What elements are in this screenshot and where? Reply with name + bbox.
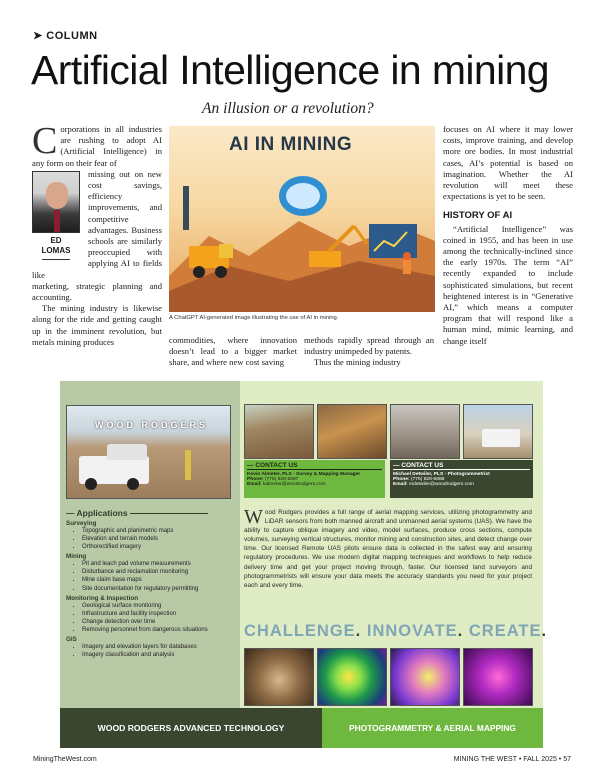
- list-item: • Removing personnel from dangerous situations: [82, 626, 236, 634]
- imagery-thumb-3: [390, 648, 460, 706]
- contact-email-1[interactable]: kalmeter@woodrodgers.com: [263, 482, 326, 487]
- ad-footer-left: WOOD RODGERS ADVANCED TECHNOLOGY: [60, 708, 322, 748]
- footer-separator-1: •: [518, 756, 522, 763]
- hero-image-title: AI IN MINING: [229, 134, 353, 155]
- ad-body-text: [244, 508, 532, 616]
- hero-caption: A ChatGPT AI-generated image illustrating the use of AI in mining.: [169, 315, 339, 321]
- list-item: • Imagery classification and analysis: [82, 651, 236, 659]
- list-item: • Geological surface monitoring: [82, 602, 236, 610]
- tagline-word-1: CHALLENGE: [244, 622, 356, 640]
- list-item: • Mine claim base maps: [82, 576, 236, 584]
- intro-text: orporations in all industries are rushing to adopt AI (Artificial Intelligence) in any form on their fear of: [32, 124, 162, 168]
- site-photo-4: [463, 404, 533, 459]
- footer-magazine: [454, 756, 571, 763]
- group-title: Monitoring & Inspection: [66, 594, 139, 602]
- tagline-word-2: INNOVATE: [366, 622, 458, 640]
- contact-name-1: Kevin Almeter, PLS - Survey & Mapping Manager: [247, 472, 361, 477]
- footer-issue: FALL 2025: [523, 756, 557, 763]
- contact-phone-2: (775) 828-5688: [410, 477, 445, 482]
- contact-name-2: Michael Detwiler, PLS - Photogrammetrist: [393, 472, 490, 477]
- tagline-dot-2: .: [457, 622, 464, 640]
- ad-footer-right: PHOTOGRAMMETRY & AERIAL MAPPING: [322, 708, 543, 748]
- article-column-2: commodities, where innovation doesn’t lead to a bigger market share, and where new cost saving: [169, 335, 297, 368]
- list-item: • Elevation and terrain models: [82, 535, 236, 543]
- footer-separator-2: •: [558, 756, 562, 763]
- mining-illustration: [169, 126, 435, 312]
- author-last-name: LOMAS: [41, 245, 71, 255]
- applications-list: [66, 508, 236, 700]
- article-column-3: [304, 335, 434, 371]
- history-heading: HISTORY OF AI: [443, 210, 513, 222]
- list-item: • Site documentation for regulatory permitting: [82, 585, 236, 593]
- article-column-4: [443, 124, 573, 369]
- group-title: GIS: [66, 636, 77, 644]
- site-photo-1: [244, 404, 314, 459]
- arrow-icon: ➤: [33, 30, 43, 42]
- footer-page-number: 57: [563, 756, 571, 763]
- group-monitoring: [66, 595, 236, 634]
- group-mining: [66, 553, 236, 592]
- list-item: • Disturbance and reclamation monitoring: [82, 568, 236, 576]
- ad-drop-cap: W: [244, 508, 263, 528]
- phone-label-2: Phone:: [393, 477, 410, 482]
- contact-heading-2: — CONTACT US: [393, 462, 530, 470]
- imagery-thumb-2: [317, 648, 387, 706]
- contact-heading-1: — CONTACT US: [247, 462, 382, 470]
- wrap-text: missing out on new cost savings, efficiency improvements, and competitive advantages. Business schools are similarly preoccupied with applying AI to fields like: [32, 168, 162, 280]
- col4-text: focuses on AI where it may lower costs, improve training, and develop more ore bodies. In most industrial cases, AI’s potential is based on imagination. Whether the AI revolution will meet these expectations is yet to be seen.: [443, 124, 573, 202]
- email-label-1: Email:: [247, 482, 262, 487]
- imagery-thumb-1: [244, 648, 314, 706]
- drop-cap: C: [32, 124, 58, 162]
- phone-label-1: Phone:: [247, 477, 264, 482]
- author-block: [32, 171, 80, 260]
- tagline-dot-1: .: [355, 622, 362, 640]
- site-photo-2: [317, 404, 387, 459]
- section-label-text: COLUMN: [46, 30, 98, 42]
- email-label-2: Email:: [393, 482, 408, 487]
- group-gis: [66, 636, 236, 659]
- applications-heading-text: Applications: [76, 508, 128, 518]
- ad-tagline: [244, 622, 547, 641]
- list-item: • Pit and leach pad volume measurements: [82, 560, 236, 568]
- list-item: • Infrastructure and facility inspection: [82, 610, 236, 618]
- contact-box-2: [390, 460, 533, 498]
- list-item: • Change detection over time: [82, 618, 236, 626]
- contact-heading-2-text: CONTACT US: [401, 462, 444, 469]
- site-photo-3: [390, 404, 460, 459]
- footer-magazine-name: MINING THE WEST: [453, 756, 517, 763]
- article-column-1: [32, 124, 162, 369]
- full-text: marketing, strategic planning and accounting.: [32, 280, 162, 303]
- paragraph-2: The mining industry is likewise along for the ride and getting caught up in the imminent revolution, but metals mining produces: [32, 303, 162, 347]
- contact-heading-1-text: CONTACT US: [255, 462, 298, 469]
- imagery-thumb-4: [463, 648, 533, 706]
- list-item: • Topographic and planimetric maps: [82, 527, 236, 535]
- group-title: Surveying: [66, 520, 97, 527]
- list-item: • Orthorectified imagery: [82, 543, 236, 551]
- col3-paragraph-2: Thus the mining industry: [314, 357, 401, 368]
- author-photo: [32, 171, 80, 233]
- group-title: Mining: [66, 553, 87, 561]
- author-first-name: ED: [50, 235, 62, 245]
- ad-body: ood Rodgers provides a full range of aerial mapping services, utilizing photogrammetry and LiDAR sensors from both manned aircraft and unmanned aerial systems (UAS). We have the ability to capture oblique imagery and video, model surfaces, produce cross sections, compute volumes, surveying vertical structures, monitor mining and construction sites, and detect change over time. Our licensed Remote UAS pilots ensure data is collected in the safest way and ensuring regulatory procedures. We use modern digital mapping techniques and workflows to help reduce delivery time and get your project moving through, faster. Our licensed land surveyors and photogrammetrists will ensure your data meets the accuracy standards you need for your project each and every time.: [244, 509, 532, 589]
- tagline-dot-3: .: [541, 622, 548, 640]
- truck-photo: [66, 405, 231, 499]
- contact-box-1: [244, 460, 385, 498]
- list-item: • Imagery and elevation layers for databases: [82, 643, 236, 651]
- page-title: Artificial Intelligence in mining: [31, 47, 550, 93]
- history-paragraph: “Artificial Intelligence” was coined in 1955, and has been in use among the technically-inclined since the early 1970s. The term “AI” recently expanded to include sophisticated simulations, but recent heightened interest is in “Generative AI,” which means a computer program that will respond like a human mind, mimic learning, and change itself: [443, 223, 573, 346]
- brand-logo: WOOD RODGERS: [95, 420, 209, 430]
- section-label: [33, 29, 98, 42]
- footer-site[interactable]: MiningTheWest.com: [33, 756, 97, 763]
- contact-phone-1: (775) 828-5687: [264, 477, 299, 482]
- col3-text: methods rapidly spread through an industry unimpeded by patents.: [304, 335, 434, 357]
- hero-image: [169, 126, 435, 312]
- applications-heading: — Applications: [66, 508, 236, 518]
- page-subtitle: An illusion or a revolution?: [202, 100, 374, 117]
- tagline-word-3: CREATE: [468, 622, 542, 640]
- group-surveying: [66, 520, 236, 551]
- contact-email-2[interactable]: mdetwiler@woodrodgers.com: [409, 482, 474, 487]
